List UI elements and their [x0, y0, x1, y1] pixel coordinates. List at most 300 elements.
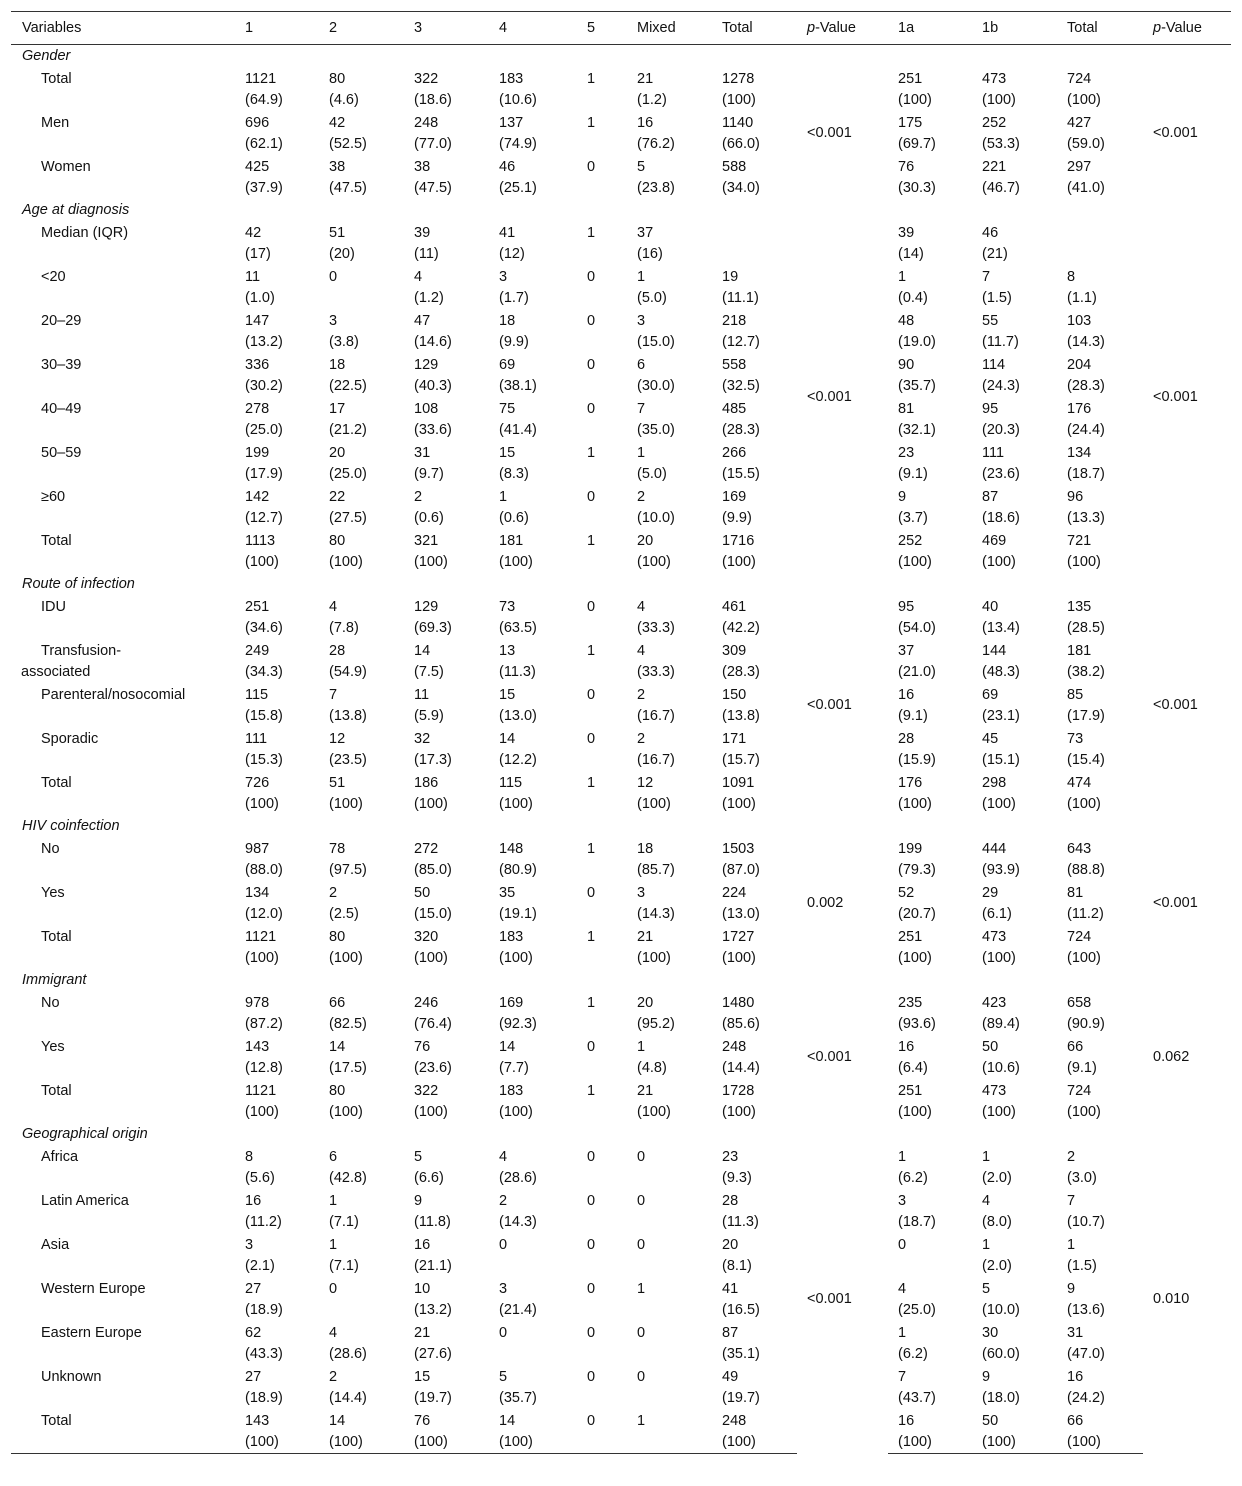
cell-count: 115 [499, 775, 523, 791]
cell-count: 50 [982, 1039, 999, 1055]
cell-count: 32 [414, 731, 431, 747]
cell-mixed [627, 1079, 712, 1123]
cell-percent: (12) [499, 246, 525, 262]
cell-g4 [489, 221, 577, 265]
cell-total [712, 881, 797, 925]
cell-count: 724 [1067, 71, 1092, 87]
table-header-row [11, 12, 1231, 45]
cell-count: 1716 [722, 533, 755, 549]
cell-1b [972, 1189, 1057, 1233]
cell-count: 62 [245, 1325, 262, 1341]
cell-g1 [235, 639, 319, 683]
cell-percent: (100) [245, 554, 279, 570]
cell-percent: (11.3) [499, 664, 536, 680]
cell-percent: (14.4) [722, 1060, 760, 1076]
cell-g5 [577, 1145, 627, 1189]
cell-g1 [235, 991, 319, 1035]
cell-1a [888, 925, 972, 969]
cell-percent: (17.5) [329, 1060, 367, 1076]
cell-percent: (30.0) [637, 378, 675, 394]
cell-g4 [489, 485, 577, 529]
table-row [11, 683, 1231, 727]
cell-percent: (13.6) [1067, 1302, 1105, 1318]
cell-mixed [627, 67, 712, 111]
cell-g4 [489, 639, 577, 683]
cell-percent: (100) [722, 92, 756, 108]
cell-total [712, 727, 797, 771]
cell-g1 [235, 1145, 319, 1189]
cell-percent: (28.3) [722, 422, 760, 438]
cell-g1 [235, 595, 319, 639]
cell-count: 1728 [722, 1083, 755, 1099]
cell-percent: (100) [329, 796, 363, 812]
cell-percent: (7.8) [329, 620, 359, 636]
cell-1a [888, 1189, 972, 1233]
cell-percent: (93.6) [898, 1016, 936, 1032]
cell-percent: (60.0) [982, 1346, 1020, 1362]
row-label [11, 925, 235, 969]
cell-mixed [627, 771, 712, 815]
cell-subtotal [1057, 265, 1143, 309]
cell-count: 7 [898, 1369, 907, 1385]
cell-percent: (25.0) [245, 422, 283, 438]
row-label [11, 111, 235, 155]
cell-count: 248 [414, 115, 439, 131]
cell-count: 81 [1067, 885, 1084, 901]
cell-mixed [627, 727, 712, 771]
cell-percent: (11.2) [245, 1214, 282, 1230]
cell-count: 15 [499, 445, 516, 461]
cell-count: 726 [245, 775, 270, 791]
cell-count: 20 [637, 995, 654, 1011]
cell-1a [888, 881, 972, 925]
cell-g4 [489, 155, 577, 199]
cell-percent: (35.1) [722, 1346, 760, 1362]
cell-g2 [319, 155, 404, 199]
cell-g5 [577, 837, 627, 881]
cell-g5 [577, 595, 627, 639]
cell-1a [888, 353, 972, 397]
cell-1b [972, 771, 1057, 815]
cell-count: 20 [722, 1237, 739, 1253]
cell-count: 266 [722, 445, 747, 461]
cell-percent: (38.2) [1067, 664, 1105, 680]
cell-percent: (100) [1067, 1104, 1101, 1120]
cell-percent: (54.9) [329, 664, 367, 680]
cell-total [712, 485, 797, 529]
row-label-text: Median (IQR) [41, 225, 129, 241]
cell-count: 1 [587, 643, 596, 659]
cell-1a [888, 683, 972, 727]
cell-percent: (7.1) [329, 1214, 359, 1230]
cell-g5 [577, 265, 627, 309]
cell-1a [888, 111, 972, 155]
cell-count: 1 [587, 71, 596, 87]
cell-count: 1503 [722, 841, 755, 857]
table-row [11, 441, 1231, 485]
table-row [11, 309, 1231, 353]
section-title: HIV coinfection [22, 818, 120, 834]
cell-count: 1 [499, 489, 508, 505]
row-label [11, 529, 235, 573]
cell-g5 [577, 397, 627, 441]
cell-count: 0 [587, 1413, 596, 1429]
cell-count: 103 [1067, 313, 1092, 329]
cell-percent: (82.5) [329, 1016, 367, 1032]
cell-percent: (97.5) [329, 862, 367, 878]
cell-count: 1140 [722, 115, 754, 131]
cell-count: 1727 [722, 929, 755, 945]
cell-count: 425 [245, 159, 270, 175]
cell-count: 108 [414, 401, 439, 417]
cell-g3 [404, 727, 489, 771]
cell-subtotal [1057, 991, 1143, 1035]
cell-count: 51 [329, 225, 346, 241]
cell-g5 [577, 111, 627, 155]
cell-g4 [489, 881, 577, 925]
row-label-text: 30–39 [41, 357, 82, 373]
row-label-text: Asia [41, 1237, 70, 1253]
cell-mixed [627, 1409, 712, 1454]
cell-g3 [404, 1365, 489, 1409]
cell-g5 [577, 925, 627, 969]
row-label-text: Total [41, 1413, 72, 1429]
row-label-text: Transfusion- [41, 643, 122, 659]
cell-count: 80 [329, 533, 346, 549]
cell-1a [888, 1277, 972, 1321]
cell-subtotal [1057, 309, 1143, 353]
cell-percent: (100) [1067, 1434, 1101, 1450]
cell-g4 [489, 67, 577, 111]
cell-percent: (41.4) [499, 422, 537, 438]
cell-count: 95 [982, 401, 999, 417]
cell-percent: (15.0) [637, 334, 675, 350]
cell-count: 427 [1067, 115, 1092, 131]
cell-subtotal [1057, 1189, 1143, 1233]
cell-count: 9 [898, 489, 907, 505]
cell-subtotal [1057, 925, 1143, 969]
cell-percent: (6.4) [898, 1060, 928, 1076]
cell-percent: (69.3) [414, 620, 452, 636]
cell-count: 169 [722, 489, 747, 505]
table-row [11, 925, 1231, 969]
cell-count: 73 [1067, 731, 1084, 747]
cell-count: 199 [898, 841, 923, 857]
cell-percent: (15.3) [245, 752, 283, 768]
table-row [11, 837, 1231, 881]
row-label-text: Total [41, 929, 72, 945]
cell-g3 [404, 925, 489, 969]
cell-total [712, 309, 797, 353]
p-value-subtype: 0.010 [1153, 1290, 1190, 1307]
cell-percent: (1.1) [1067, 290, 1097, 306]
cell-g3 [404, 221, 489, 265]
row-label [11, 397, 235, 441]
cell-count: 14 [414, 643, 431, 659]
cell-count: 0 [587, 159, 596, 175]
cell-total [712, 771, 797, 815]
cell-g4 [489, 111, 577, 155]
cell-percent: (100) [898, 554, 932, 570]
row-label [11, 221, 235, 265]
table-row [11, 1277, 1231, 1321]
cell-count: 80 [329, 71, 346, 87]
cell-count: 111 [982, 445, 1005, 461]
cell-percent: (100) [499, 1434, 533, 1450]
cell-percent: (93.9) [982, 862, 1020, 878]
cell-percent: (76.4) [414, 1016, 452, 1032]
cell-count: 1 [587, 929, 596, 945]
cell-count: 143 [245, 1413, 270, 1429]
cell-percent: (9.1) [898, 466, 928, 482]
cell-count: 129 [414, 357, 439, 373]
row-label-text: Total [41, 775, 72, 791]
cell-count: 978 [245, 995, 270, 1011]
cell-percent: (100) [898, 950, 932, 966]
cell-count: 0 [587, 401, 596, 417]
cell-count: 0 [587, 1193, 596, 1209]
cell-1a [888, 771, 972, 815]
section-title: Route of infection [22, 576, 135, 592]
cell-g2 [319, 1145, 404, 1189]
cell-g4 [489, 265, 577, 309]
cell-count: 41 [722, 1281, 739, 1297]
cell-percent: (19.7) [722, 1390, 760, 1406]
row-label-text: Men [41, 115, 70, 131]
cell-percent: (0.6) [499, 510, 529, 526]
cell-count: 272 [414, 841, 439, 857]
cell-percent: (69.7) [898, 136, 936, 152]
cell-percent: (18.7) [1067, 466, 1105, 482]
cell-count: 1 [587, 995, 596, 1011]
cell-percent: (14.4) [329, 1390, 367, 1406]
cell-percent: (15.4) [1067, 752, 1105, 768]
cell-mixed [627, 529, 712, 573]
row-label-text: Total [41, 71, 72, 87]
table-row [11, 1321, 1231, 1365]
cell-count: 16 [637, 115, 654, 131]
cell-g5 [577, 1079, 627, 1123]
cell-percent: (13.4) [982, 620, 1020, 636]
table-row [11, 111, 1231, 155]
cell-g5 [577, 1409, 627, 1454]
cell-percent: (74.9) [499, 136, 537, 152]
cell-percent: (20.7) [898, 906, 936, 922]
cell-percent: (22.5) [329, 378, 367, 394]
cell-count: 18 [637, 841, 654, 857]
cell-percent: (4.8) [637, 1060, 667, 1076]
cell-percent: (19.1) [499, 906, 537, 922]
cell-mixed [627, 595, 712, 639]
cell-count: 20 [329, 445, 346, 461]
cell-count: 14 [499, 1039, 516, 1055]
cell-total [712, 1189, 797, 1233]
cell-g3 [404, 881, 489, 925]
cell-percent: (62.1) [245, 136, 283, 152]
cell-percent: (17.3) [414, 752, 452, 768]
cell-g4 [489, 1035, 577, 1079]
cell-g2 [319, 1035, 404, 1079]
cell-percent: (15.5) [722, 466, 760, 482]
cell-percent: (11.3) [722, 1214, 759, 1230]
cell-count: 13 [499, 643, 516, 659]
row-label-text: Western Europe [41, 1281, 146, 1297]
cell-percent: (12.2) [499, 752, 537, 768]
cell-g5 [577, 67, 627, 111]
cell-count: 16 [898, 687, 915, 703]
cell-mixed [627, 1035, 712, 1079]
cell-count: 134 [1067, 445, 1092, 461]
cell-count: 0 [587, 1237, 596, 1253]
cell-g5 [577, 991, 627, 1035]
section-gender [11, 45, 1231, 68]
cell-g1 [235, 309, 319, 353]
cell-mixed [627, 221, 712, 265]
cell-percent: (4.6) [329, 92, 359, 108]
row-label [11, 1035, 235, 1079]
cell-count: 114 [982, 357, 1006, 373]
cell-percent: (5.0) [637, 290, 667, 306]
cell-g5 [577, 221, 627, 265]
cell-count: 21 [637, 1083, 654, 1099]
cell-count: 16 [898, 1039, 915, 1055]
cell-percent: (28.6) [499, 1170, 537, 1186]
cell-g1 [235, 265, 319, 309]
cell-g1 [235, 1409, 319, 1454]
cell-count: 6 [637, 357, 646, 373]
cell-count: 17 [329, 401, 346, 417]
cell-count: 4 [637, 599, 646, 615]
cell-count: 51 [329, 775, 346, 791]
cell-percent: (15.9) [898, 752, 936, 768]
cell-percent: (30.2) [245, 378, 283, 394]
cell-percent: (59.0) [1067, 136, 1105, 152]
cell-count: 11 [245, 269, 261, 285]
cell-1a [888, 1365, 972, 1409]
p-value-subtype: <0.001 [1153, 388, 1198, 405]
cell-1b [972, 727, 1057, 771]
cell-count: 724 [1067, 929, 1092, 945]
table-row [11, 881, 1231, 925]
cell-count: 87 [722, 1325, 739, 1341]
cell-1b [972, 265, 1057, 309]
cell-percent: (100) [1067, 950, 1101, 966]
cell-count: 199 [245, 445, 270, 461]
cell-percent: (100) [1067, 554, 1101, 570]
cell-count: 0 [587, 1281, 596, 1297]
cell-count: 1 [898, 269, 907, 285]
cell-mixed [627, 441, 712, 485]
cell-mixed [627, 265, 712, 309]
cell-percent: (6.2) [898, 1346, 928, 1362]
cell-count: 95 [898, 599, 915, 615]
cell-count: 3 [499, 1281, 508, 1297]
cell-percent: (21.1) [414, 1258, 452, 1274]
cell-g2 [319, 221, 404, 265]
cell-percent: (13.3) [1067, 510, 1105, 526]
header-genotype-4: 4 [489, 12, 577, 45]
cell-mixed [627, 683, 712, 727]
cell-count: 3 [637, 885, 646, 901]
cell-g3 [404, 771, 489, 815]
row-label [11, 1079, 235, 1123]
cell-total [712, 529, 797, 573]
cell-percent: (7.5) [414, 664, 444, 680]
cell-1b [972, 595, 1057, 639]
row-label-text: ≥60 [41, 489, 66, 505]
cell-count: 134 [245, 885, 270, 901]
cell-percent: (12.0) [245, 906, 283, 922]
cell-count: 22 [329, 489, 346, 505]
cell-g4 [489, 1365, 577, 1409]
cell-1b [972, 1365, 1057, 1409]
cell-total [712, 925, 797, 969]
cell-count: 9 [414, 1193, 423, 1209]
cell-count: 16 [898, 1413, 915, 1429]
cell-percent: (13.0) [499, 708, 537, 724]
cell-g4 [489, 991, 577, 1035]
cell-g4 [489, 1079, 577, 1123]
cell-g3 [404, 1233, 489, 1277]
cell-count: 5 [499, 1369, 508, 1385]
cell-count: 1 [587, 841, 596, 857]
cell-count: 588 [722, 159, 747, 175]
cell-count: 14 [499, 731, 516, 747]
cell-percent: (21.2) [329, 422, 367, 438]
cell-g2 [319, 529, 404, 573]
cell-percent: (100) [722, 554, 756, 570]
cell-percent: (100) [982, 1104, 1016, 1120]
cell-subtotal [1057, 837, 1143, 881]
cell-percent: (10.7) [1067, 1214, 1105, 1230]
cell-count: 2 [637, 731, 646, 747]
cell-percent: (25.0) [329, 466, 367, 482]
cell-percent: (20.3) [982, 422, 1020, 438]
cell-count: 16 [1067, 1369, 1084, 1385]
cell-percent: (33.3) [637, 620, 675, 636]
cell-g2 [319, 397, 404, 441]
cell-count: 0 [499, 1325, 508, 1341]
cell-total [712, 353, 797, 397]
cell-g2 [319, 265, 404, 309]
cell-percent: (35.7) [499, 1390, 537, 1406]
cell-percent: (100) [499, 950, 533, 966]
section-age-at-diagnosis [11, 199, 1231, 221]
cell-percent: (24.3) [982, 378, 1020, 394]
cell-percent: (3.0) [1067, 1170, 1097, 1186]
row-label [11, 265, 235, 309]
cell-percent: (66.0) [722, 136, 760, 152]
cell-percent: (43.7) [898, 1390, 936, 1406]
row-label [11, 1409, 235, 1454]
cell-count: 81 [898, 401, 915, 417]
cell-count: 20 [637, 533, 654, 549]
cell-percent: (12.8) [245, 1060, 283, 1076]
table-row [11, 353, 1231, 397]
cell-count: 48 [898, 313, 915, 329]
cell-percent: (64.9) [245, 92, 283, 108]
cell-count: 1 [587, 225, 596, 241]
cell-percent: (16.7) [637, 708, 675, 724]
cell-percent: (27.5) [329, 510, 367, 526]
table-row [11, 67, 1231, 111]
cell-count: 3 [499, 269, 508, 285]
cell-1a [888, 155, 972, 199]
cell-percent: (100) [245, 796, 279, 812]
cell-g1 [235, 441, 319, 485]
cell-g4 [489, 1321, 577, 1365]
cell-percent: (13.2) [414, 1302, 452, 1318]
